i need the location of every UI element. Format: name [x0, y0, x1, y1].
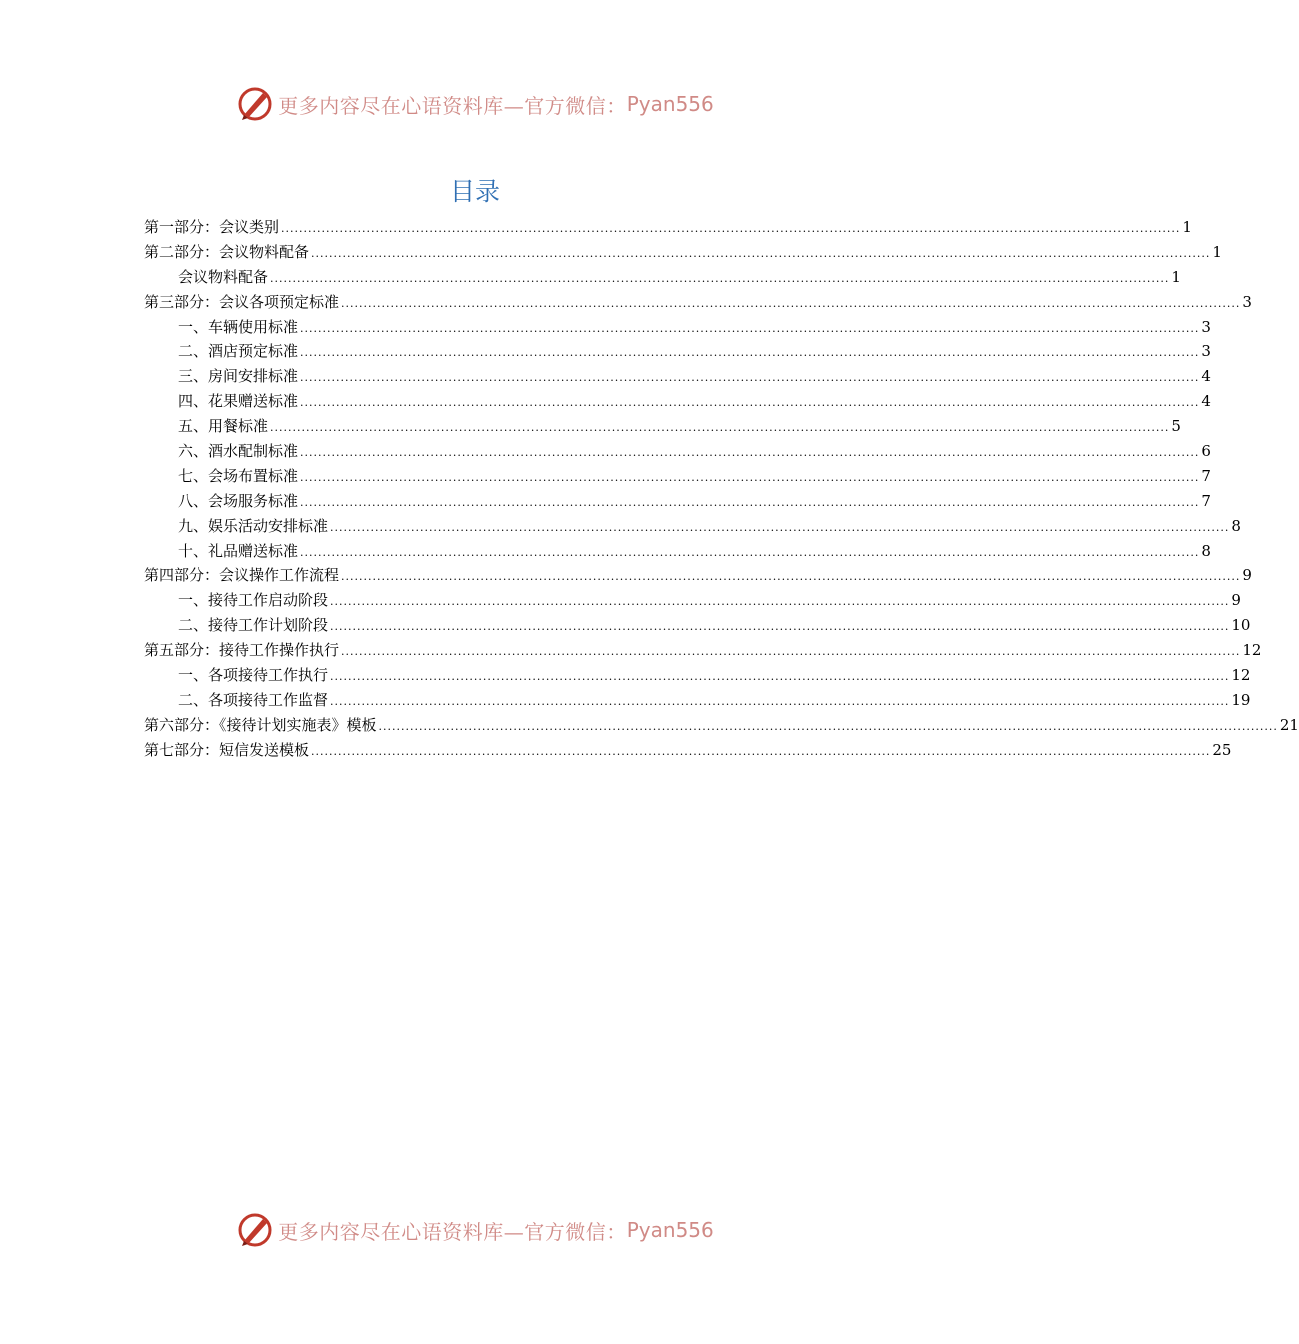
- toc-entry-page: 3: [1201, 342, 1211, 361]
- toc-entry-label: 第一部分：会议类别: [144, 218, 280, 236]
- toc-entry-label: 第七部分：短信发送模板: [144, 740, 310, 759]
- watermark-text: 更多内容尽在心语资料库—官方微信：: [278, 1219, 627, 1244]
- pen-logo-icon: [236, 1211, 274, 1249]
- toc-entry-page: 7: [1201, 491, 1211, 510]
- toc-entry[interactable]: [144, 515, 1241, 540]
- toc-entry-page: 12: [1242, 641, 1262, 660]
- toc-entry-label: 四、花果赠送标准: [178, 392, 299, 411]
- toc-entry[interactable]: [144, 465, 1211, 490]
- toc-entry[interactable]: [144, 316, 1211, 341]
- toc-leader-dots: ........................................................................................................................................................................................................: [270, 421, 1170, 435]
- toc-entry-label: 二、各项接待工作监督: [178, 690, 329, 709]
- toc-leader-dots: ........................................................................................................................................................................................................: [270, 271, 1170, 285]
- toc-leader-dots: ........................................................................................................................................................................................................: [341, 645, 1241, 659]
- toc-entry-label: 八、会场服务标准: [178, 491, 299, 510]
- watermark-code: Pyan556: [626, 1218, 714, 1242]
- toc-entry[interactable]: [144, 490, 1211, 515]
- toc-entry-label: 五、用餐标准: [178, 417, 269, 436]
- toc-entry-label: 第六部分：《接待计划实施表》模板: [144, 715, 377, 734]
- toc-entry[interactable]: [144, 664, 1251, 689]
- toc-entry[interactable]: [144, 540, 1211, 565]
- toc-leader-dots: ........................................................................................................................................................................................................: [341, 570, 1241, 584]
- toc-entry-page: 1: [1212, 242, 1222, 261]
- toc-entry-page: 5: [1171, 417, 1181, 436]
- toc-entry-label: 第三部分：会议各项预定标准: [144, 292, 340, 311]
- header-watermark: [0, 84, 950, 124]
- toc-entry-page: 19: [1231, 690, 1251, 709]
- toc-entry-label: 第四部分：会议操作工作流程: [144, 566, 340, 585]
- toc-entry[interactable]: [144, 639, 1262, 664]
- toc-entry-label: 一、车辆使用标准: [178, 317, 299, 336]
- toc-entry-label: 六、酒水配制标准: [178, 442, 299, 461]
- toc-entry[interactable]: [144, 365, 1211, 390]
- toc-entry-page: 3: [1201, 317, 1211, 336]
- toc-leader-dots: ........................................................................................................................................................................................................: [330, 694, 1230, 708]
- toc-entry-page: 4: [1201, 392, 1211, 411]
- toc-leader-dots: ........................................................................................................................................................................................................: [300, 346, 1200, 360]
- footer-watermark: [0, 1210, 950, 1250]
- toc-entry-label: 二、酒店预定标准: [178, 342, 299, 361]
- toc-entry-label: 七、会场布置标准: [178, 466, 299, 485]
- toc-entry-page: 12: [1231, 666, 1251, 685]
- toc-entry[interactable]: [144, 689, 1251, 714]
- toc-entry[interactable]: [144, 564, 1252, 589]
- toc-leader-dots: ........................................................................................................................................................................................................: [300, 371, 1200, 385]
- toc-entry-page: 21: [1279, 715, 1299, 734]
- toc-entry[interactable]: [144, 241, 1222, 266]
- toc-leader-dots: ........................................................................................................................................................................................................: [330, 520, 1230, 534]
- table-of-contents: [144, 216, 1299, 764]
- pen-logo-icon: [236, 85, 274, 123]
- toc-entry[interactable]: [144, 739, 1232, 764]
- toc-entry[interactable]: [144, 390, 1211, 415]
- toc-entry-label: 三、房间安排标准: [178, 367, 299, 386]
- toc-entry-page: 7: [1201, 466, 1211, 485]
- toc-entry-label: 一、接待工作启动阶段: [178, 591, 329, 610]
- toc-entry[interactable]: [144, 291, 1252, 316]
- toc-entry-page: 25: [1212, 740, 1232, 759]
- toc-entry-page: 9: [1231, 591, 1241, 610]
- toc-entry[interactable]: [144, 216, 1192, 241]
- toc-leader-dots: ........................................................................................................................................................................................................: [300, 495, 1200, 509]
- toc-entry-page: 3: [1242, 292, 1252, 311]
- toc-entry[interactable]: [144, 614, 1251, 639]
- toc-entry-page: 8: [1201, 541, 1211, 560]
- toc-entry[interactable]: [144, 266, 1181, 291]
- toc-entry-label: 会议物料配备: [178, 267, 269, 286]
- toc-entry-page: 1: [1182, 218, 1192, 236]
- toc-entry[interactable]: [144, 714, 1299, 739]
- toc-title: 目录: [449, 177, 500, 206]
- toc-entry-page: 1: [1171, 267, 1181, 286]
- toc-entry-label: 九、娱乐活动安排标准: [178, 516, 329, 535]
- toc-leader-dots: ........................................................................................................................................................................................................: [300, 545, 1200, 559]
- toc-entry[interactable]: [144, 415, 1181, 440]
- toc-entry-page: 9: [1242, 566, 1252, 585]
- watermark-code: Pyan556: [626, 92, 714, 116]
- toc-leader-dots: ........................................................................................................................................................................................................: [330, 595, 1230, 609]
- watermark-text: 更多内容尽在心语资料库—官方微信：: [278, 93, 627, 118]
- toc-leader-dots: ........................................................................................................................................................................................................: [330, 670, 1230, 684]
- toc-entry-label: 十、礼品赠送标准: [178, 541, 299, 560]
- toc-leader-dots: ........................................................................................................................................................................................................: [330, 620, 1230, 634]
- toc-entry[interactable]: [144, 340, 1211, 365]
- toc-leader-dots: ........................................................................................................................................................................................................: [311, 744, 1211, 758]
- toc-entry[interactable]: [144, 440, 1211, 465]
- toc-entry-label: 二、接待工作计划阶段: [178, 616, 329, 635]
- toc-leader-dots: ........................................................................................................................................................................................................: [300, 470, 1200, 484]
- toc-entry-label: 第二部分：会议物料配备: [144, 242, 310, 261]
- toc-leader-dots: ........................................................................................................................................................................................................: [311, 246, 1211, 260]
- toc-entry-label: 第五部分：接待工作操作执行: [144, 641, 340, 660]
- toc-leader-dots: ........................................................................................................................................................................................................: [341, 296, 1241, 310]
- toc-entry-page: 10: [1231, 616, 1251, 635]
- toc-entry-page: 8: [1231, 516, 1241, 535]
- toc-entry-label: 一、各项接待工作执行: [178, 666, 329, 685]
- toc-entry-page: 4: [1201, 367, 1211, 386]
- toc-leader-dots: ........................................................................................................................................................................................................: [300, 446, 1200, 460]
- toc-entry-page: 6: [1201, 442, 1211, 461]
- toc-leader-dots: ........................................................................................................................................................................................................: [281, 222, 1181, 235]
- toc-leader-dots: ........................................................................................................................................................................................................: [378, 719, 1278, 733]
- toc-entry[interactable]: [144, 589, 1241, 614]
- toc-leader-dots: ........................................................................................................................................................................................................: [300, 321, 1200, 335]
- toc-leader-dots: ........................................................................................................................................................................................................: [300, 396, 1200, 410]
